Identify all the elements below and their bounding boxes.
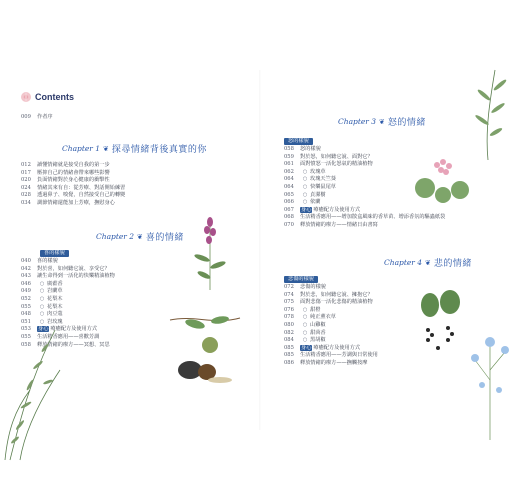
entry-title: 生活精香應用——喜歡芳調 [37,334,100,340]
page-number: 048 [21,311,31,318]
toc-preface[interactable] [21,114,53,120]
bullet-icon: ○ [39,303,45,310]
bullet-icon: ○ [39,311,45,318]
entry-title: 依蘭 [310,199,321,206]
bullet-icon: ○ [302,184,308,190]
page-number: 067 [284,206,294,213]
badge: 身心 [38,326,49,333]
entry-title: 釋放情緒的療方——撫觸按摩 [300,360,368,366]
page-number: 043 [21,273,31,280]
toc-entry[interactable] [284,184,336,190]
toc-entry[interactable] [284,161,373,167]
leaf-icon: ❦ [137,232,143,241]
toc-entry[interactable] [21,258,58,264]
toc-entry[interactable] [21,281,63,287]
chapter1-heading [62,142,207,155]
entry-title: 玫瑰草 [310,168,326,175]
chapter-title: 悲的情緒 [433,259,472,269]
page-number: 064 [284,176,294,183]
bullet-icon: ○ [39,280,45,287]
page-number: 017 [21,169,31,176]
toc-entry[interactable] [284,314,336,320]
entry-title: 花梨木 [47,296,63,302]
toc-entry[interactable] [21,185,125,191]
black-pepper-illustration [410,290,470,360]
page-number: 024 [21,184,31,191]
page-number: 059 [284,153,294,160]
toc-entry[interactable] [284,284,326,290]
entry-title: 快樂鼠尾草 [310,184,336,190]
bullet-icon: ○ [302,176,308,183]
page-number: 064 [284,184,294,190]
chapter2-tag: 喜的樣貌 [40,250,69,257]
toc-entry[interactable] [284,360,367,366]
bullet-icon: ○ [302,199,308,206]
bullet-icon: ○ [302,314,308,321]
bullet-icon: ○ [302,322,308,328]
entry-title: 讓生命得到一活化的快樂精油植物 [37,273,115,280]
toc-entry[interactable] [284,345,360,351]
bullet-icon: ○ [39,318,45,325]
contents-title: Contents [35,92,74,102]
entry-title: 作者序 [37,114,53,120]
toc-entry[interactable] [284,352,378,358]
entry-title: 山雞椒 [310,322,326,328]
bullet-icon: ○ [302,168,308,175]
chapter-word: Chapter 2 [96,232,135,241]
leaf-icon: ❦ [103,144,109,153]
toc-entry[interactable] [21,177,110,183]
page-gutter [259,70,261,430]
entry-title: 肉豆蔻 [47,311,63,318]
leaf-icon: ❦ [379,117,385,126]
entry-title: 生活精香應用——芳調與日常使用 [300,352,378,359]
page-number: 049 [21,288,31,295]
entry-title: 療癒配方及使用方式 [313,206,361,213]
toc-entry[interactable] [21,296,63,302]
chapter-title: 探尋情緒背後真實的你 [111,145,207,155]
page-number: 061 [284,161,294,168]
toc-entry[interactable] [284,207,360,213]
page-number: 082 [284,329,294,336]
entry-title: 讀懂情緒就是接受自我的第一步 [37,162,110,168]
leaf-icon: ❦ [425,258,431,267]
entry-title: 壓抑自己的情緒會帶來哪些影響 [37,169,110,176]
page-number: 040 [21,258,31,264]
olive-branch-illustration [470,70,510,160]
toc-entry[interactable] [284,299,373,305]
toc-entry[interactable] [21,162,110,168]
toc-entry[interactable] [21,288,63,294]
toc-entry[interactable] [21,170,110,176]
toc-entry[interactable] [284,307,320,313]
entry-title: 喜的樣貌 [37,258,58,264]
toc-entry[interactable] [284,292,373,298]
page-number: 075 [284,299,294,306]
entry-title: 悲傷的樣貌 [300,284,326,290]
page-number: 042 [21,265,31,272]
badge: 身心 [301,344,312,351]
entry-title: 釋放情緒的療方——情緒日由書寫 [300,222,378,228]
chapter3-heading [338,115,426,128]
page-number: 078 [284,314,294,321]
entry-title: 釋放情緒的療方——冥想、冥思 [37,341,110,348]
entry-title: 療癒配方及使用方式 [313,344,361,351]
page-number: 058 [21,341,31,348]
page-number: 055 [21,334,31,340]
entry-title: 情緒其來有自：從芳療、對話開始練習 [37,184,126,191]
page-number: 062 [284,168,294,175]
toc-entry[interactable] [21,304,63,310]
toc-entry[interactable] [284,214,445,220]
entry-title: 廣藿香 [47,280,63,287]
chapter2-heading [96,230,184,243]
page-number: 020 [21,177,31,184]
page-number: 068 [284,214,294,221]
bullet-icon: ○ [302,306,308,313]
page-number: 009 [21,114,31,120]
page-number: 028 [21,192,31,199]
page-number: 055 [21,303,31,310]
entry-title: 對於怒，如何聽它說、面對它？ [300,153,373,160]
entry-title: 純正薰衣草 [310,314,336,321]
chapter-title: 喜的情緒 [145,233,184,243]
toc-entry[interactable] [21,266,110,272]
page-number: 066 [284,199,294,206]
page-number: 085 [284,344,294,351]
page-number: 052 [21,296,31,302]
page-number: 072 [284,284,294,290]
entry-title: 透過鼻子、嗅覺，自然接受自己的轉變 [37,192,126,199]
chapter4-tag: 悲傷的樣貌 [284,276,318,283]
toc-entry[interactable] [284,322,326,328]
salvia-illustration [190,210,230,290]
toc-entry[interactable] [284,330,326,336]
bullet-icon: ○ [302,191,308,198]
entry-title: 怒的樣貌 [300,146,321,152]
page-number: 086 [284,360,294,366]
entry-title: 對於喜，如何聽它說、享受它？ [37,265,110,272]
page-number: 065 [284,191,294,198]
entry-title: 調節情緒還能加上芳療，撫慰身心 [37,200,115,206]
entry-title: 岩蘭草 [47,288,63,295]
entry-title: 花梨木 [47,303,63,310]
chapter4-heading [384,256,472,269]
toc-entry[interactable] [284,337,326,343]
toc-entry[interactable] [284,222,378,228]
page-number: 058 [284,146,294,152]
contents-logo [20,91,74,103]
bullet-icon: ○ [39,296,45,302]
toc-entry[interactable] [284,146,321,152]
page-number: 085 [284,352,294,359]
entry-title: 面對悲傷一活化悲傷的精油植物 [300,299,373,306]
page-number: 080 [284,322,294,328]
page-number: 046 [21,280,31,287]
chapter-word: Chapter 1 [62,144,101,153]
grass-illustration [0,310,70,460]
entry-title: 甜橙 [310,306,321,313]
bullet-icon: ○ [302,337,308,344]
page-number: 012 [21,162,31,168]
entry-title: 生活精香應用——增加散盒風味的香草苗、增添香氛的驅蟲紙袋 [300,214,446,221]
entry-title: 負面情緒對於身心健康的衝擊性 [37,177,110,184]
toc-entry[interactable] [284,199,320,205]
entry-title: 面對憤怒一活化怒氣的精油植物 [300,161,373,168]
chapter3-tag: 怒的樣貌 [284,138,313,145]
bullet-icon: ○ [39,288,45,295]
entry-title: 貞潔樹 [310,191,326,198]
entry-title: 黑胡椒 [310,337,326,344]
bluebell-illustration [465,330,515,440]
geranium-illustration [405,150,480,205]
flower-logo-icon [20,91,32,103]
entry-title: 對於悲，如何聽它說、擁抱它？ [300,291,373,298]
chapter-word: Chapter 3 [338,117,377,126]
chapter-title: 怒的情緒 [387,118,426,128]
page-number: 084 [284,337,294,344]
page-number: 074 [284,291,294,298]
entry-title: 甜茴香 [310,329,326,336]
toc-entry[interactable] [21,192,125,198]
page-number: 053 [21,326,31,333]
page-number: 034 [21,200,31,206]
entry-title: 玫瑰天竺葵 [310,176,336,183]
page-number: 070 [284,222,294,228]
toc-entry[interactable] [21,273,115,279]
entry-title: 療癒配方及使用方式 [50,326,98,333]
page-number: 051 [21,318,31,325]
toc-entry[interactable] [284,192,326,198]
page-number: 076 [284,306,294,313]
toc-entry[interactable] [21,200,115,206]
chapter-word: Chapter 4 [384,258,423,267]
fig-illustration [165,310,245,390]
toc-entry[interactable] [284,176,336,182]
toc-entry[interactable] [284,169,326,175]
toc-entry[interactable] [284,154,373,160]
badge: 身心 [301,206,312,213]
entry-title: 岩玫瑰 [47,318,63,325]
bullet-icon: ○ [302,329,308,336]
